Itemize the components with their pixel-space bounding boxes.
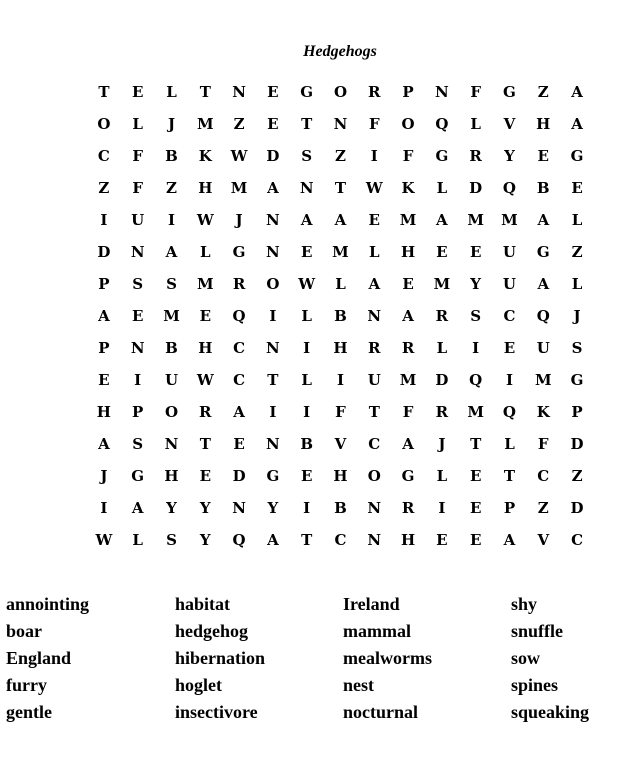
grid-row — [87, 204, 594, 236]
grid-letter: T — [199, 435, 211, 453]
grid-letter: E — [300, 243, 313, 261]
grid-letter: A — [436, 211, 448, 229]
word-list-item: hibernation — [175, 648, 266, 668]
grid-row — [87, 172, 594, 204]
grid-letter: N — [266, 243, 280, 261]
word-list-item: Ireland — [343, 594, 400, 614]
grid-letter: S — [571, 339, 583, 357]
grid-letter: F — [335, 403, 346, 421]
grid-letter: W — [230, 147, 248, 165]
grid-row — [87, 396, 594, 428]
grid-letter: W — [365, 179, 383, 197]
grid-letter: L — [200, 243, 211, 261]
grid-letter: W — [95, 531, 113, 549]
grid-row — [87, 300, 594, 332]
grid-letter: A — [503, 531, 516, 549]
grid-letter: V — [537, 531, 550, 549]
grid-letter: C — [368, 435, 381, 453]
grid-letter: L — [504, 435, 515, 453]
word-list-item: gentle — [6, 702, 52, 722]
grid-letter: N — [130, 339, 145, 357]
grid-letter: Y — [166, 499, 177, 517]
grid-letter: C — [537, 467, 550, 485]
grid-letter: Q — [232, 531, 246, 549]
grid-letter: N — [435, 83, 449, 101]
grid-letter: Y — [199, 531, 211, 549]
grid-letter: A — [402, 307, 414, 325]
grid-letter: A — [537, 211, 550, 229]
grid-letter: G — [131, 467, 145, 485]
grid-letter: U — [536, 339, 550, 357]
grid-letter: N — [266, 435, 280, 453]
word-list-item: furry — [6, 675, 47, 695]
grid-letter: I — [134, 371, 142, 389]
grid-letter: Z — [233, 115, 245, 133]
word-list-item: snuffle — [511, 621, 564, 641]
grid-letter: O — [164, 403, 179, 421]
grid-letter: G — [401, 467, 415, 485]
word-list-item: sow — [511, 648, 541, 668]
grid-letter: U — [502, 275, 516, 293]
grid-letter: F — [537, 435, 549, 453]
grid-letter: G — [300, 83, 314, 101]
grid-letter: T — [301, 531, 313, 549]
grid-letter: E — [469, 467, 482, 485]
word-list-item: boar — [6, 621, 42, 641]
grid-letter: I — [370, 147, 378, 165]
grid-letter: T — [334, 179, 347, 197]
grid-letter: Q — [435, 115, 449, 133]
grid-letter: N — [164, 435, 179, 453]
grid-letter: D — [266, 147, 280, 165]
grid-letter: T — [98, 83, 110, 101]
grid-letter: Y — [267, 499, 279, 517]
grid-letter: K — [198, 147, 212, 165]
grid-letter: F — [132, 147, 144, 165]
grid-letter: T — [267, 371, 279, 389]
grid-letter: C — [334, 531, 347, 549]
grid-letter: H — [96, 403, 111, 421]
grid-letter: O — [266, 275, 280, 293]
grid-letter: A — [165, 243, 178, 261]
grid-letter: Z — [571, 243, 583, 261]
grid-letter: M — [196, 275, 214, 293]
word-list-item: spines — [511, 675, 559, 695]
grid-letter: J — [235, 211, 243, 229]
grid-letter: E — [436, 243, 448, 261]
grid-letter: I — [303, 403, 311, 421]
grid-letter: I — [303, 499, 311, 517]
grid-letter: S — [132, 275, 144, 293]
grid-letter: T — [470, 435, 482, 453]
grid-letter: U — [367, 371, 381, 389]
grid-letter: R — [368, 83, 381, 101]
word-list-item: England — [6, 648, 72, 668]
grid-letter: H — [333, 467, 348, 485]
grid-letter: M — [196, 115, 214, 133]
grid-letter: M — [467, 403, 484, 421]
grid-letter: N — [299, 179, 314, 197]
grid-letter: I — [100, 499, 108, 517]
grid-letter: Z — [98, 179, 110, 197]
grid-letter: W — [298, 275, 316, 293]
grid-letter: C — [97, 147, 110, 165]
grid-letter: S — [166, 275, 177, 293]
grid-letter: Q — [502, 403, 516, 421]
grid-letter: P — [132, 403, 144, 421]
grid-letter: N — [232, 83, 246, 101]
grid-letter: Q — [502, 179, 516, 197]
word-list-item: squeaking — [511, 702, 590, 722]
grid-letter: M — [163, 307, 180, 325]
grid-letter: N — [130, 243, 145, 261]
grid-letter: M — [399, 211, 417, 229]
grid-letter: A — [368, 275, 381, 293]
grid-letter: A — [571, 115, 583, 133]
grid-letter: L — [132, 531, 143, 549]
grid-letter: L — [166, 83, 177, 101]
grid-letter: L — [369, 243, 380, 261]
grid-letter: H — [400, 243, 416, 261]
grid-letter: E — [131, 307, 144, 325]
word-list-item: insectivore — [175, 702, 258, 722]
word-list-item: annointing — [6, 594, 90, 614]
grid-letter: D — [232, 467, 246, 485]
grid-letter: U — [502, 243, 516, 261]
grid-letter: S — [132, 435, 144, 453]
grid-letter: E — [267, 115, 279, 133]
grid-letter: R — [435, 307, 449, 325]
grid-letter: R — [232, 275, 246, 293]
grid-letter: M — [399, 371, 417, 389]
grid-letter: N — [333, 115, 348, 133]
grid-letter: N — [367, 499, 382, 517]
grid-letter: A — [402, 435, 414, 453]
grid-letter: U — [131, 211, 145, 229]
grid-letter: E — [368, 211, 380, 229]
grid-letter: I — [269, 403, 277, 421]
grid-letter: D — [435, 371, 449, 389]
grid-letter: V — [334, 435, 347, 453]
grid-letter: H — [198, 339, 213, 357]
grid-letter: B — [334, 499, 347, 517]
grid-letter: G — [232, 243, 246, 261]
grid-row — [87, 492, 594, 524]
grid-letter: J — [438, 435, 446, 453]
grid-letter: B — [165, 339, 178, 357]
grid-letter: A — [98, 435, 110, 453]
grid-letter: S — [301, 147, 313, 165]
grid-letter: P — [571, 403, 583, 421]
grid-letter: A — [267, 531, 279, 549]
grid-letter: G — [536, 243, 550, 261]
grid-letter: F — [132, 179, 144, 197]
grid-letter: N — [266, 339, 280, 357]
grid-letter: H — [164, 467, 179, 485]
word-list-item: habitat — [175, 594, 231, 614]
grid-letter: Z — [166, 179, 177, 197]
grid-letter: I — [438, 499, 446, 517]
grid-letter: W — [196, 211, 214, 229]
grid-letter: C — [233, 339, 246, 357]
grid-letter: G — [435, 147, 449, 165]
grid-letter: D — [469, 179, 483, 197]
grid-letter: D — [97, 243, 111, 261]
grid-letter: A — [267, 179, 279, 197]
grid-letter: S — [470, 307, 482, 325]
grid-letter: O — [97, 115, 111, 133]
grid-letter: P — [503, 499, 516, 517]
grid-letter: O — [401, 115, 415, 133]
grid-letter: E — [469, 243, 482, 261]
grid-letter: O — [367, 467, 381, 485]
grid-letter: H — [198, 179, 213, 197]
grid-letter: E — [98, 371, 110, 389]
grid-letter: J — [167, 115, 176, 133]
grid-letter: Z — [571, 467, 583, 485]
grid-letter: C — [233, 371, 246, 389]
grid-letter: L — [470, 115, 481, 133]
grid-letter: R — [401, 339, 415, 357]
grid-letter: R — [368, 339, 381, 357]
grid-letter: N — [266, 211, 280, 229]
word-list-item: mammal — [343, 621, 411, 641]
grid-letter: E — [199, 467, 211, 485]
grid-row — [87, 428, 594, 460]
grid-letter: E — [300, 467, 313, 485]
grid-letter: L — [301, 307, 312, 325]
grid-letter: R — [199, 403, 212, 421]
grid-letter: A — [334, 211, 347, 229]
grid-letter: E — [469, 499, 482, 517]
grid-letter: E — [267, 83, 279, 101]
grid-letter: F — [402, 403, 414, 421]
grid-letter: I — [303, 339, 311, 357]
grid-letter: T — [503, 467, 516, 485]
grid-letter: F — [368, 115, 380, 133]
grid-letter: H — [333, 339, 348, 357]
grid-letter: I — [100, 211, 108, 229]
word-list — [6, 591, 631, 726]
grid-letter: G — [266, 467, 280, 485]
grid-letter: E — [131, 83, 144, 101]
grid-letter: S — [166, 531, 177, 549]
grid-letter: T — [368, 403, 380, 421]
word-list-item: shy — [511, 594, 538, 614]
grid-letter: E — [537, 147, 549, 165]
grid-letter: G — [503, 83, 516, 101]
grid-letter: H — [536, 115, 551, 133]
grid-row — [87, 332, 594, 364]
grid-row — [87, 140, 594, 172]
grid-letter: U — [164, 371, 179, 389]
grid-letter: R — [435, 403, 449, 421]
grid-letter: N — [367, 307, 382, 325]
grid-letter: B — [334, 307, 347, 325]
grid-row — [87, 460, 594, 492]
grid-letter: I — [472, 339, 480, 357]
grid-letter: A — [131, 499, 144, 517]
grid-letter: Z — [537, 499, 549, 517]
grid-letter: L — [436, 339, 448, 357]
grid-letter: I — [336, 371, 344, 389]
grid-letter: E — [436, 531, 448, 549]
grid-letter: A — [571, 83, 583, 101]
grid-letter: D — [570, 435, 584, 453]
word-list-item: nocturnal — [343, 702, 419, 722]
grid-row — [87, 76, 594, 108]
page-title: Hedgehogs — [303, 43, 377, 60]
grid-letter: K — [401, 179, 415, 197]
word-search-grid — [87, 76, 594, 556]
grid-row — [87, 524, 594, 556]
grid-letter: E — [469, 531, 482, 549]
word-list-item: hedgehog — [175, 621, 249, 641]
grid-letter: E — [233, 435, 245, 453]
grid-letter: G — [570, 371, 584, 389]
grid-letter: N — [232, 499, 246, 517]
grid-letter: I — [269, 307, 277, 325]
grid-letter: Y — [504, 147, 515, 165]
grid-row — [87, 236, 594, 268]
grid-row — [87, 108, 594, 140]
grid-letter: L — [571, 211, 583, 229]
grid-letter: Y — [199, 499, 211, 517]
grid-letter: I — [505, 371, 513, 389]
grid-letter: A — [233, 403, 245, 421]
word-list-item: nest — [343, 675, 374, 695]
grid-letter: C — [571, 531, 584, 549]
grid-letter: E — [402, 275, 414, 293]
word-list-item: mealworms — [343, 648, 432, 668]
word-list-item: hoglet — [175, 675, 222, 695]
grid-letter: O — [333, 83, 348, 101]
grid-letter: Q — [232, 307, 246, 325]
grid-letter: L — [301, 371, 312, 389]
grid-letter: L — [335, 275, 346, 293]
grid-letter: Q — [536, 307, 550, 325]
grid-letter: A — [98, 307, 110, 325]
grid-letter: B — [165, 147, 178, 165]
grid-letter: M — [534, 371, 552, 389]
grid-letter: L — [571, 275, 583, 293]
grid-letter: W — [196, 371, 214, 389]
grid-letter: T — [301, 115, 313, 133]
grid-letter: M — [501, 211, 518, 229]
grid-letter: G — [570, 147, 584, 165]
grid-letter: P — [402, 83, 414, 101]
grid-letter: L — [436, 467, 448, 485]
grid-letter: R — [401, 499, 415, 517]
grid-letter: Z — [537, 83, 549, 101]
grid-letter: E — [503, 339, 516, 357]
grid-letter: P — [98, 339, 110, 357]
grid-letter: Y — [470, 275, 482, 293]
grid-letter: M — [230, 179, 248, 197]
grid-letter: M — [433, 275, 451, 293]
grid-letter: A — [537, 275, 550, 293]
grid-letter: V — [503, 115, 516, 133]
grid-letter: R — [469, 147, 482, 165]
grid-letter: H — [400, 531, 416, 549]
grid-letter: N — [367, 531, 382, 549]
grid-letter: A — [300, 211, 313, 229]
grid-letter: K — [536, 403, 550, 421]
grid-letter: I — [167, 211, 175, 229]
grid-letter: T — [199, 83, 211, 101]
grid-letter: Z — [335, 147, 346, 165]
grid-letter: L — [436, 179, 448, 197]
grid-letter: E — [571, 179, 583, 197]
grid-letter: M — [467, 211, 484, 229]
grid-letter: J — [573, 307, 581, 325]
grid-letter: F — [470, 83, 481, 101]
grid-letter: E — [199, 307, 211, 325]
grid-letter: P — [98, 275, 110, 293]
grid-letter: J — [100, 467, 108, 485]
grid-letter: D — [570, 499, 584, 517]
grid-letter: C — [503, 307, 516, 325]
grid-row — [87, 364, 594, 396]
grid-letter: B — [536, 179, 550, 197]
grid-letter: F — [402, 147, 414, 165]
grid-row — [87, 268, 594, 300]
grid-letter: M — [332, 243, 349, 261]
grid-letter: B — [300, 435, 314, 453]
grid-letter: Q — [469, 371, 483, 389]
grid-letter: L — [132, 115, 143, 133]
